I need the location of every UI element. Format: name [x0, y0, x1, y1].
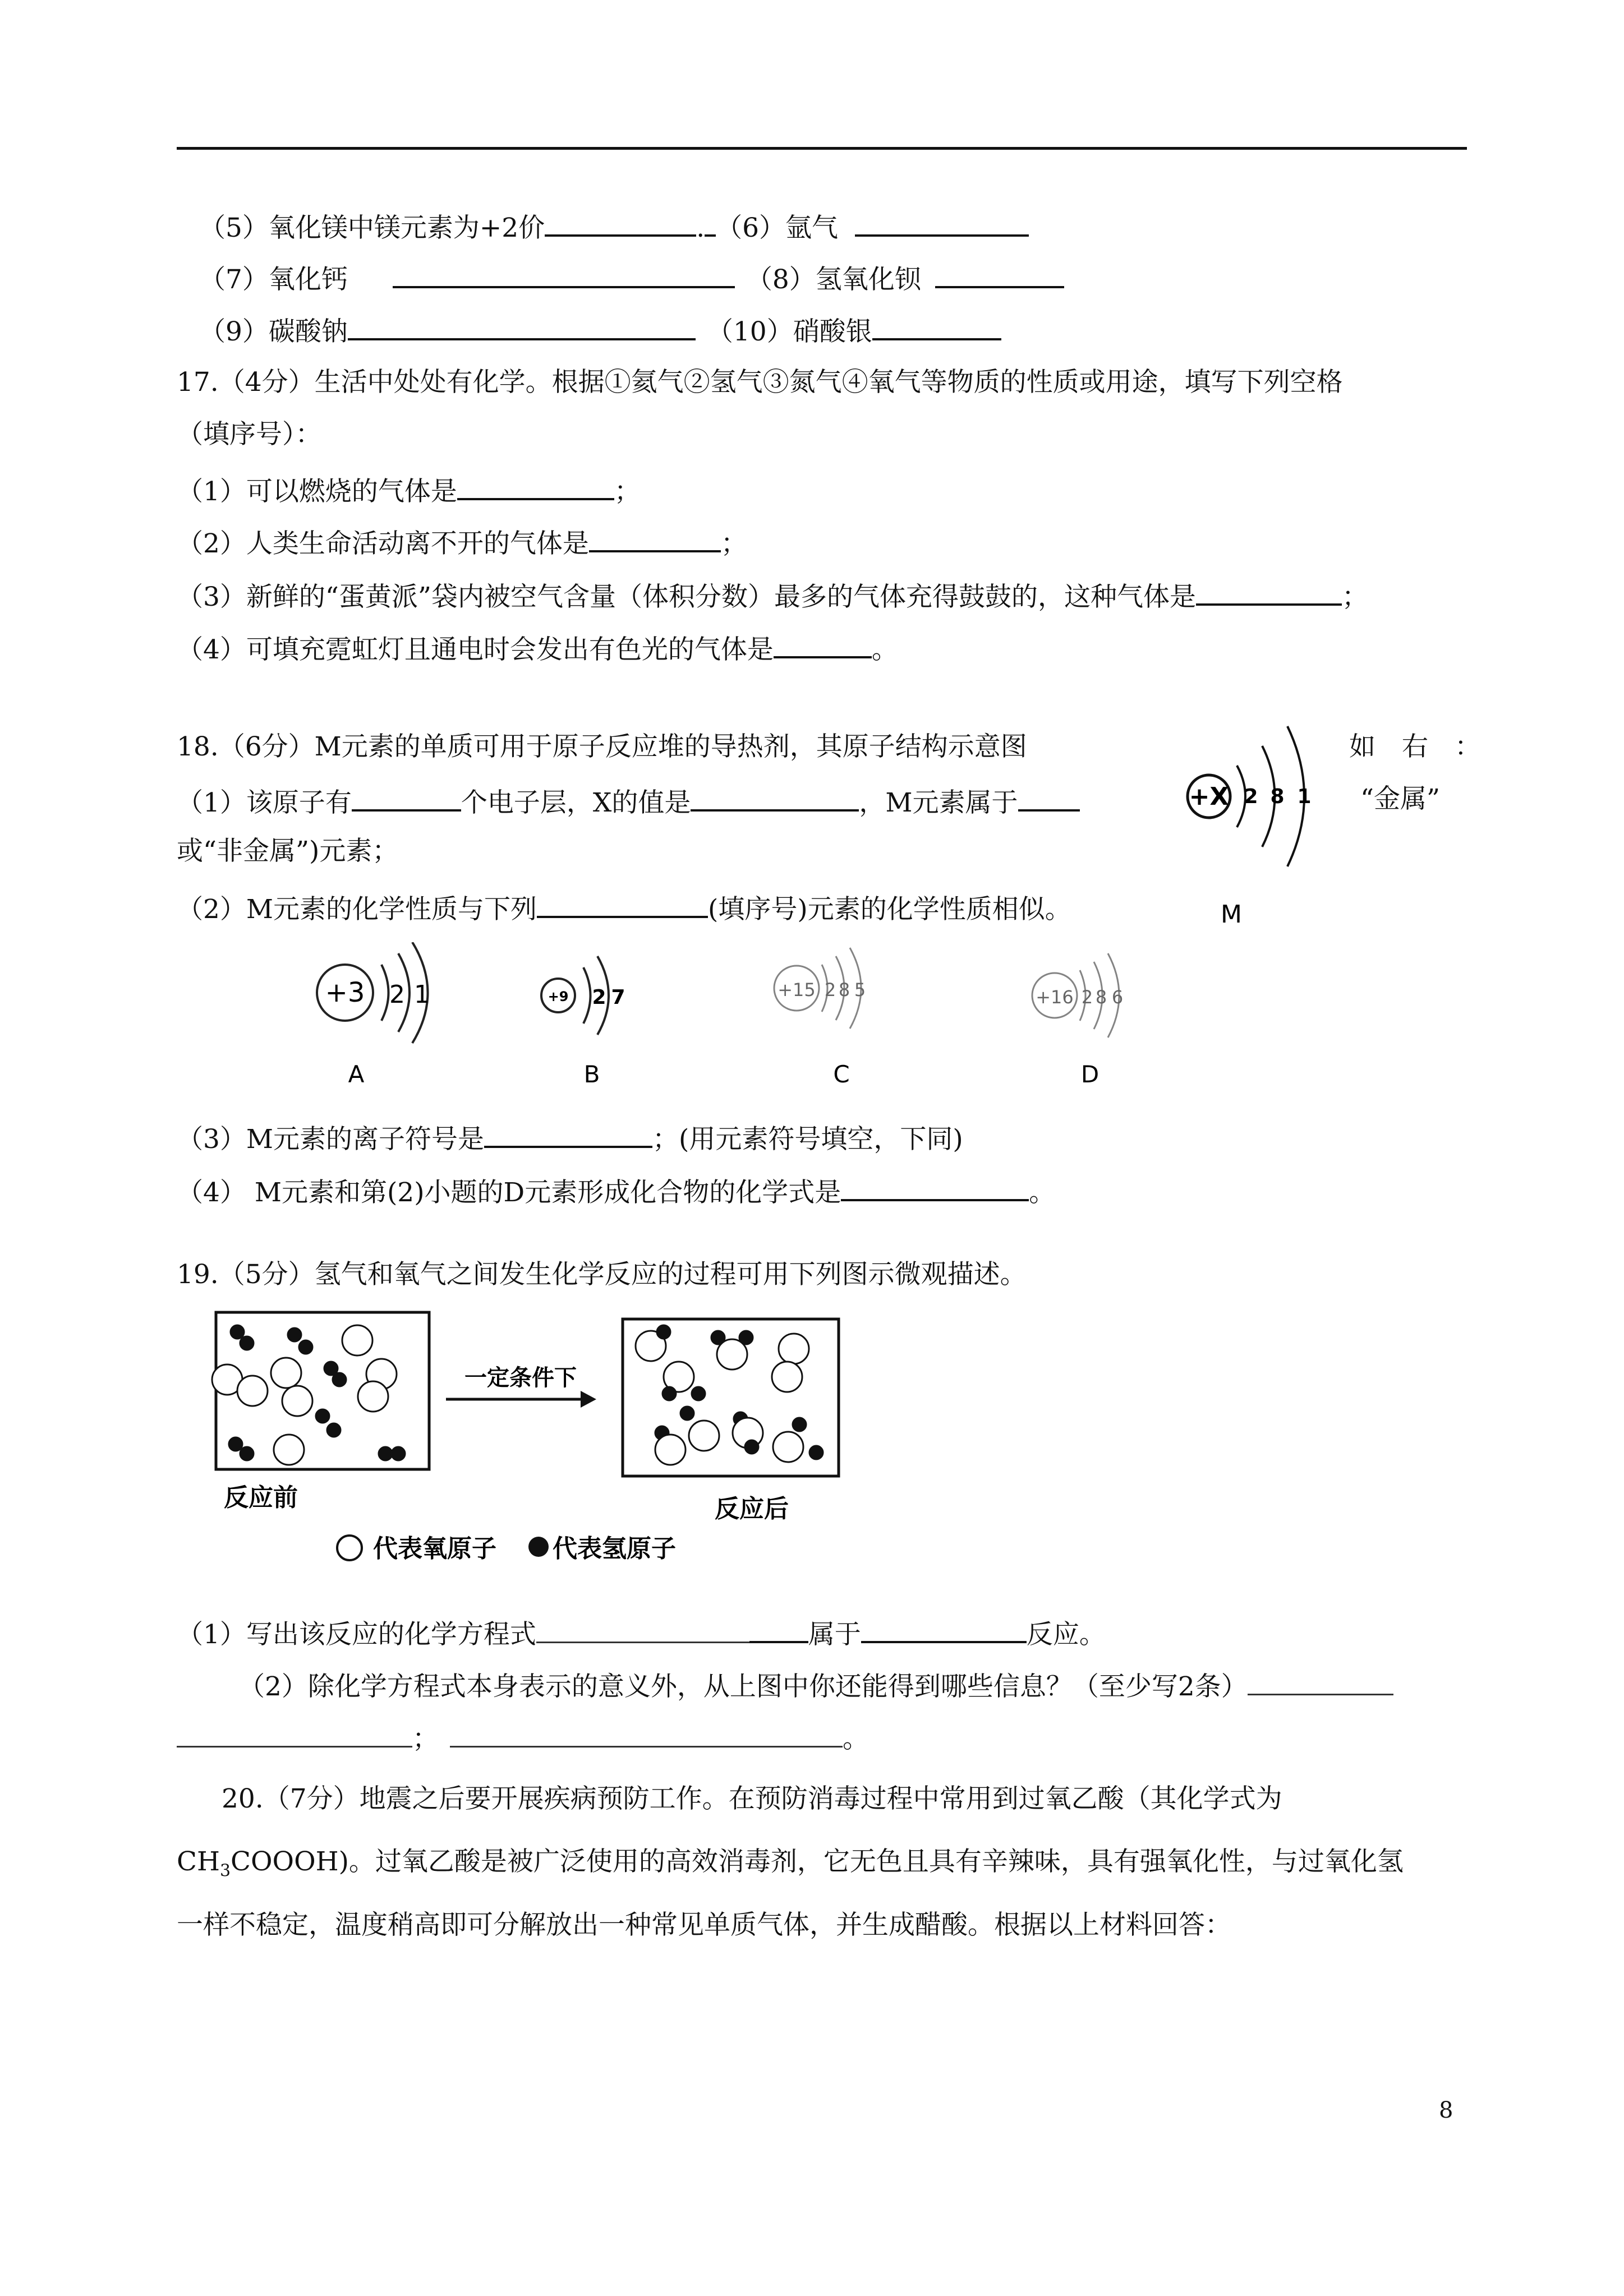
- q16-item-10: （10）硝酸银: [706, 316, 872, 347]
- q20-line-2: $CH_3COOOH$)。过氧乙酸是被广泛使用的高效消毒剂，它无色且具有辛辣味，具有强氧化性，与过氧化氢: [177, 1846, 1404, 1881]
- m-atom-diagram: [1178, 712, 1346, 948]
- after-label: 反应后: [715, 1495, 789, 1523]
- answer-blank[interactable]: [484, 1119, 652, 1148]
- q18-stem-right: 如 右 ：: [1349, 731, 1481, 762]
- q18-part-3: （3）M元素的离子符号是 ；(用元素符号填空，下同): [177, 1119, 963, 1156]
- answer-blank[interactable]: [457, 471, 614, 500]
- q16-item-7: （7）氧化钙: [199, 264, 348, 295]
- answer-blank[interactable]: [872, 311, 1001, 340]
- atom-b: [541, 956, 625, 1088]
- hydrogen-legend-icon: [528, 1537, 549, 1557]
- answer-blank[interactable]: [352, 782, 461, 812]
- legend-oxygen: 代表氧原子: [373, 1534, 496, 1563]
- answer-blank[interactable]: [545, 208, 696, 237]
- svg-text:+3: +3: [325, 977, 365, 1008]
- m-shell-2: 8: [1270, 785, 1285, 808]
- q18-part-1-right: “金属”: [1360, 783, 1441, 814]
- arrow-head-icon: [581, 1391, 596, 1408]
- atom-c: [774, 948, 866, 1029]
- q16-item-5: （5）氧化镁中镁元素为+2价: [199, 213, 545, 243]
- q17-stem: 17.（4分）生活中处处有化学。根据①氦气②氢气③氮气④氧气等物质的性质或用途，填写下列空格: [177, 367, 1343, 398]
- after-molecules: [636, 1325, 823, 1465]
- q18-part-1: （1）该原子有 个电子层，X的值是 ，M元素属于: [177, 782, 1080, 820]
- before-label: 反应前: [224, 1483, 298, 1512]
- q17-part-3: （3）新鲜的“蛋黄派”袋内被空气含量（体积分数）最多的气体充得鼓鼓的，这种气体是 ；: [177, 577, 1368, 614]
- answer-blank[interactable]: [1196, 577, 1342, 606]
- svg-text:1: 1: [414, 980, 430, 1009]
- arrow-label: 一定条件下: [464, 1365, 577, 1391]
- answer-blank[interactable]: [841, 1172, 1029, 1201]
- svg-text:7: 7: [611, 986, 625, 1009]
- q20-line-1: 20.（7分）地震之后要开展疾病预防工作。在预防消毒过程中常用到过氧乙酸（其化学式为: [222, 1783, 1282, 1814]
- answer-blank[interactable]: [537, 889, 708, 918]
- q17-stem-cont: （填序号）：: [177, 419, 322, 450]
- answer-blank[interactable]: [177, 1719, 412, 1748]
- svg-text:+16: +16: [1036, 986, 1074, 1008]
- atom-a-label: A: [348, 1061, 365, 1088]
- q19-stem: 19.（5分）氢气和氧气之间发生化学反应的过程可用下列图示微观描述。: [177, 1259, 1027, 1290]
- q16-item-9: （9）碳酸钠: [199, 316, 348, 347]
- m-shell-1: 2: [1244, 785, 1258, 808]
- svg-text:2: 2: [1081, 986, 1093, 1008]
- atom-a: [317, 942, 430, 1088]
- answer-blank[interactable]: [536, 1615, 749, 1643]
- m-label: M: [1221, 900, 1242, 929]
- q16-row-5-6: （5）氧化镁中镁元素为+2价 . （6）氩气: [199, 208, 1029, 245]
- svg-text:2: 2: [389, 980, 405, 1009]
- q18-part-2: （2）M元素的化学性质与下列 (填序号)元素的化学性质相似。: [177, 889, 1071, 926]
- atom-c-label: C: [833, 1061, 850, 1088]
- answer-blank[interactable]: [348, 311, 696, 340]
- svg-text:8: 8: [1095, 986, 1107, 1008]
- header-rule: [177, 147, 1467, 150]
- legend-hydrogen: 代表氢原子: [553, 1534, 676, 1563]
- q19-part-1: （1）写出该反应的化学方程式 属于 反应。: [177, 1614, 1106, 1652]
- before-molecules: [212, 1325, 405, 1465]
- q20-line-3: 一样不稳定，温度稍高即可分解放出一种常见单质气体，并生成醋酸。根据以上材料回答：: [177, 1910, 1231, 1940]
- answer-blank[interactable]: [691, 782, 859, 812]
- q18-part-4: （4） M元素和第(2)小题的D元素形成化合物的化学式是 。: [177, 1172, 1055, 1210]
- answer-blank[interactable]: [1018, 782, 1080, 812]
- q16-item-8: （8）氢氧化钡: [746, 264, 921, 295]
- answer-blank[interactable]: [589, 523, 721, 552]
- answer-blank[interactable]: [450, 1719, 843, 1748]
- svg-text:2: 2: [592, 986, 606, 1009]
- oxygen-legend-icon: [337, 1536, 362, 1560]
- q16-row-9-10: [199, 311, 1001, 349]
- q19-part-2-cont: ； 。: [177, 1719, 869, 1756]
- answer-blank[interactable]: [855, 208, 1029, 237]
- svg-text:6: 6: [1111, 986, 1124, 1008]
- q17-part-2: （2）人类生命活动离不开的气体是 ；: [177, 523, 747, 561]
- answer-blank[interactable]: [861, 1614, 1027, 1643]
- q16-item-6: （6）氩气: [716, 213, 839, 243]
- q18-stem: 18.（6分）M元素的单质可用于原子反应堆的导热剂，其原子结构示意图: [177, 731, 1027, 762]
- svg-text:+15: +15: [778, 979, 816, 1001]
- atom-d-label: D: [1080, 1061, 1099, 1088]
- q17-part-4: （4）可填充霓虹灯且通电时会发出有色光的气体是 。: [177, 629, 898, 667]
- svg-text:5: 5: [854, 979, 866, 1001]
- reaction-diagram: [210, 1307, 861, 1587]
- atom-d: [1032, 953, 1123, 1038]
- q18-part-1-cont: 或“非金属”)元素；: [177, 836, 399, 866]
- q19-part-2: （2）除化学方程式本身表示的意义外，从上图中你还能得到哪些信息？（至少写2条）: [238, 1667, 1393, 1704]
- q16-row-7-8: [199, 259, 1064, 297]
- page-number: 8: [1439, 2097, 1453, 2123]
- answer-blank[interactable]: [774, 629, 872, 658]
- svg-text:2: 2: [824, 979, 836, 1001]
- m-nucleus: +X: [1189, 782, 1229, 811]
- answer-blank[interactable]: [749, 1614, 808, 1643]
- atom-b-label: B: [583, 1061, 600, 1088]
- svg-text:+9: +9: [548, 989, 569, 1004]
- atom-options: [303, 942, 1178, 1099]
- answer-blank[interactable]: [393, 259, 735, 288]
- m-shell-3: 1: [1297, 785, 1312, 808]
- svg-text:8: 8: [838, 979, 850, 1001]
- answer-blank[interactable]: [1248, 1667, 1393, 1695]
- answer-blank[interactable]: [935, 259, 1064, 288]
- q17-part-1: （1）可以燃烧的气体是 ；: [177, 471, 641, 509]
